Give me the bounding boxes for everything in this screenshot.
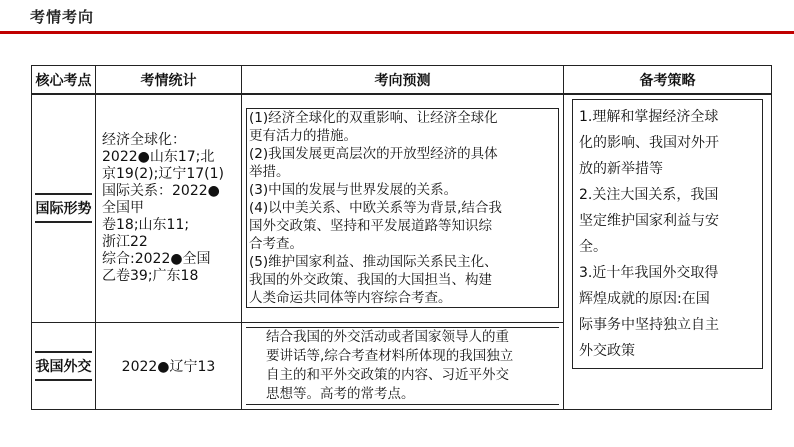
stats-line: 全国甲 [102,199,144,216]
prediction-line: 要讲话等,综合考查材料所体现的我国独立 [266,347,514,364]
topic-cell [32,94,96,322]
exam-analysis-table [31,65,772,410]
prediction-line: 结合我国的外交活动或者国家领导人的重 [266,328,509,345]
strategy-box [572,99,763,369]
strategy-line: 2.关注大国关系，我国 [579,187,719,203]
stats-line: 卷18;山东11; [102,216,190,233]
table-header-row [32,66,772,95]
stats-line: 浙江22 [102,233,148,250]
stats-cell: 2022●辽宁13 [96,322,242,409]
stats-line: 经济全球化： [102,131,186,148]
prediction-line: 举措。 [249,164,290,181]
table-row [32,94,772,322]
col-header-stats: 考情统计 [96,66,242,95]
col-header-prediction: 考向预测 [242,66,564,95]
prediction-line: (2)我国发展更高层次的开放型经济的具体 [249,146,498,163]
topic-label: 我国外交 [35,351,92,381]
stats-line: 综合:2022●全国 [102,250,211,267]
stats-line: 京19(2);辽宁17(1) [102,165,225,182]
prediction-line: 更有活力的措施。 [249,128,357,145]
prediction-line: (3)中国的发展与世界发展的关系。 [249,182,458,199]
prediction-line: (4)以中美关系、中欧关系等为背景,结合我 [249,200,502,217]
strategy-line: 辉煌成就的原因:在国 [579,291,710,307]
strategy-line: 外交政策 [579,343,635,359]
strategy-line: 际事务中坚持独立自主 [579,317,719,333]
strategy-cell [564,94,772,409]
strategy-line: 3.近十年我国外交取得 [579,265,719,281]
col-header-topic: 核心考点 [32,66,96,95]
prediction-line: 合考查。 [249,236,303,253]
stats-line: 国际关系：2022● [102,182,220,199]
col-header-strategy: 备考策略 [564,66,772,95]
prediction-line: 自主的和平外交政策的内容、习近平外交 [266,366,509,383]
prediction-line: 我国的外交政策、我国的大国担当、构建 [249,272,492,289]
topic-cell [32,322,96,409]
strategy-line: 放的新举措等 [579,161,663,177]
prediction-box [246,108,559,308]
strategy-line: 1.理解和掌握经济全球 [579,109,719,125]
header-divider [0,31,794,34]
page-title: 考情考向 [30,8,95,26]
prediction-cell [242,322,564,409]
prediction-box [246,327,559,405]
prediction-cell [242,94,564,322]
prediction-line: 国外交政策、坚持和平发展道路等知识综 [249,218,492,235]
topic-label: 国际形势 [35,193,92,223]
strategy-line: 坚定维护国家利益与安 [579,213,719,229]
strategy-line: 化的影响、我国对外开 [579,135,719,151]
strategy-line: 全。 [579,239,607,255]
prediction-line: 思想等。高考的常考点。 [266,385,415,402]
prediction-line: (5)维护国家利益、推动国际关系民主化、 [249,254,498,271]
prediction-line: 人类命运共同体等内容综合考查。 [249,290,452,307]
prediction-line: (1)经济全球化的双重影响、让经济全球化 [249,110,498,127]
stats-cell [96,94,242,322]
stats-line: 乙卷39;广东18 [102,267,199,284]
stats-line: 2022●山东17;北 [102,148,215,165]
